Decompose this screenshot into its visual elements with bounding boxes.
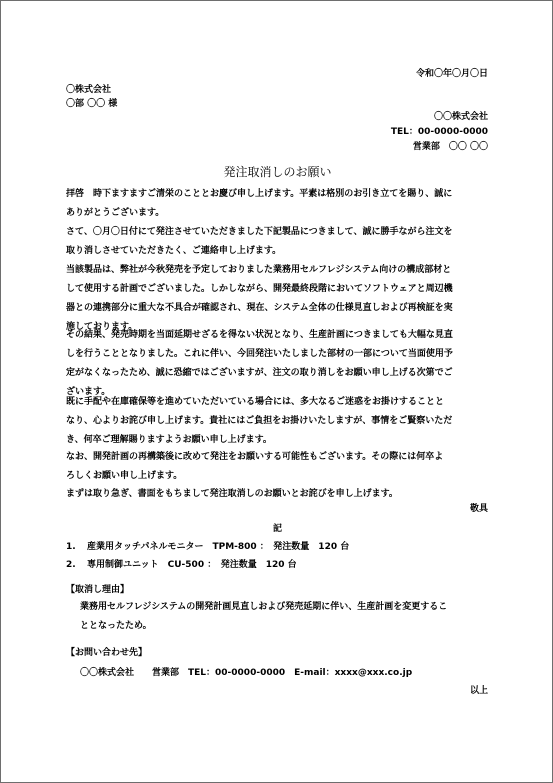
body-line: き、何卒ご理解賜りますようお願い申し上げます。 (66, 435, 272, 445)
reason-heading: 【取消し理由】 (66, 585, 130, 595)
item-number: 1. (66, 542, 76, 552)
body-line: 器との連携部分に重大な不具合が確認され、現在、システム全体の仕様見直しおよび再検証を実 (66, 303, 453, 313)
document-title: 発注取消しのお願い (223, 165, 332, 179)
paragraph-apology (66, 393, 491, 450)
paragraph-future (66, 448, 491, 486)
item-text: 産業用タッチパネルモニター TPM-800 ： 発注数量 120 台 (87, 542, 350, 552)
body-line: まずは取り急ぎ、書面をもちまして発注取消しのお願いとお詫びを申し上げます。 (66, 489, 398, 499)
paragraph-closing (66, 485, 491, 504)
body-line: その結果、発売時期を当面延期せざるを得ない状況となり、生産計画につきましても大幅な見直 (66, 330, 453, 340)
body-line: なり、心よりお詫び申し上げます。貴社にはご負担をお掛けいたしますが、事情をご賢察いただ (66, 416, 453, 426)
reason-body (80, 598, 491, 636)
body-line: なお、開発計画の再構築後に改めて発注をお願いする可能性もございます。その際には何卒よ (66, 452, 444, 462)
sender-dept: 営業部 〇〇 〇〇 (412, 142, 488, 152)
sender-tel: TEL：00-0000-0000 (390, 127, 488, 137)
body-line: しを行うこととなりました。これに伴い、今回発注いたしました部材の一部について当面使用予 (66, 349, 453, 359)
body-line: ありがとうございます。 (66, 208, 165, 218)
reason-line: 業務用セルフレジシステムの開発計画見直しおよび発売延期に伴い、生産計画を変更するこ (80, 602, 448, 612)
ki-heading: 記 (272, 524, 282, 534)
contact-heading: 【お問い合わせ先】 (66, 648, 148, 658)
item-number: 2. (66, 560, 76, 570)
body-line: ろしくお願い申し上げます。 (66, 471, 183, 481)
contact-line: 〇〇株式会社 営業部 TEL：00-0000-0000 E-mail：xxxx@xxx.co.jp (80, 668, 413, 678)
closing-keigu: 敬具 (469, 504, 488, 514)
body-line: ざいます。 (66, 387, 111, 397)
body-line: さて、〇月〇日付にて発注させていただきました下記製品につきまして、誠に勝手ながら注文を (66, 227, 453, 237)
paragraph-result (66, 326, 491, 402)
body-line: 当該製品は、弊社が今秋発売を予定しておりました業務用セルフレジシステム向けの構成部材と (66, 265, 452, 275)
sender-company: 〇〇株式会社 (433, 112, 488, 122)
reason-line: ととなったため。 (80, 621, 152, 631)
letter-date: 令和〇年〇月〇日 (415, 69, 488, 79)
paragraph-greeting (66, 185, 491, 223)
recipient-person: 〇部 〇〇 様 (66, 99, 118, 109)
paragraph-request (66, 223, 491, 261)
body-line: 施しております。 (66, 322, 138, 332)
end-ijou: 以上 (469, 686, 488, 696)
recipient-company: 〇株式会社 (66, 85, 112, 95)
body-line: 拝啓 時下ますますご清栄のこととお慶び申し上げます。平素は格別のお引き立てを賜り、誠に (66, 189, 453, 199)
body-line: して使用する計画でございました。しかしながら、開発最終段階においてソフトウェアと周辺機 (66, 284, 453, 294)
body-line: 定がなくなったため、誠に恐縮ではございますが、注文の取り消しをお願い申し上げる次第でご (66, 368, 453, 378)
item-text: 専用制御ユニット CU-500 ： 発注数量 120 台 (87, 560, 297, 570)
body-line: 既に手配や在庫確保等を進めていただいている場合には、多大なるご迷惑をお掛けすることと (66, 397, 445, 407)
body-line: 取り消しさせていただきたく、ご連絡申し上げます。 (66, 246, 282, 256)
